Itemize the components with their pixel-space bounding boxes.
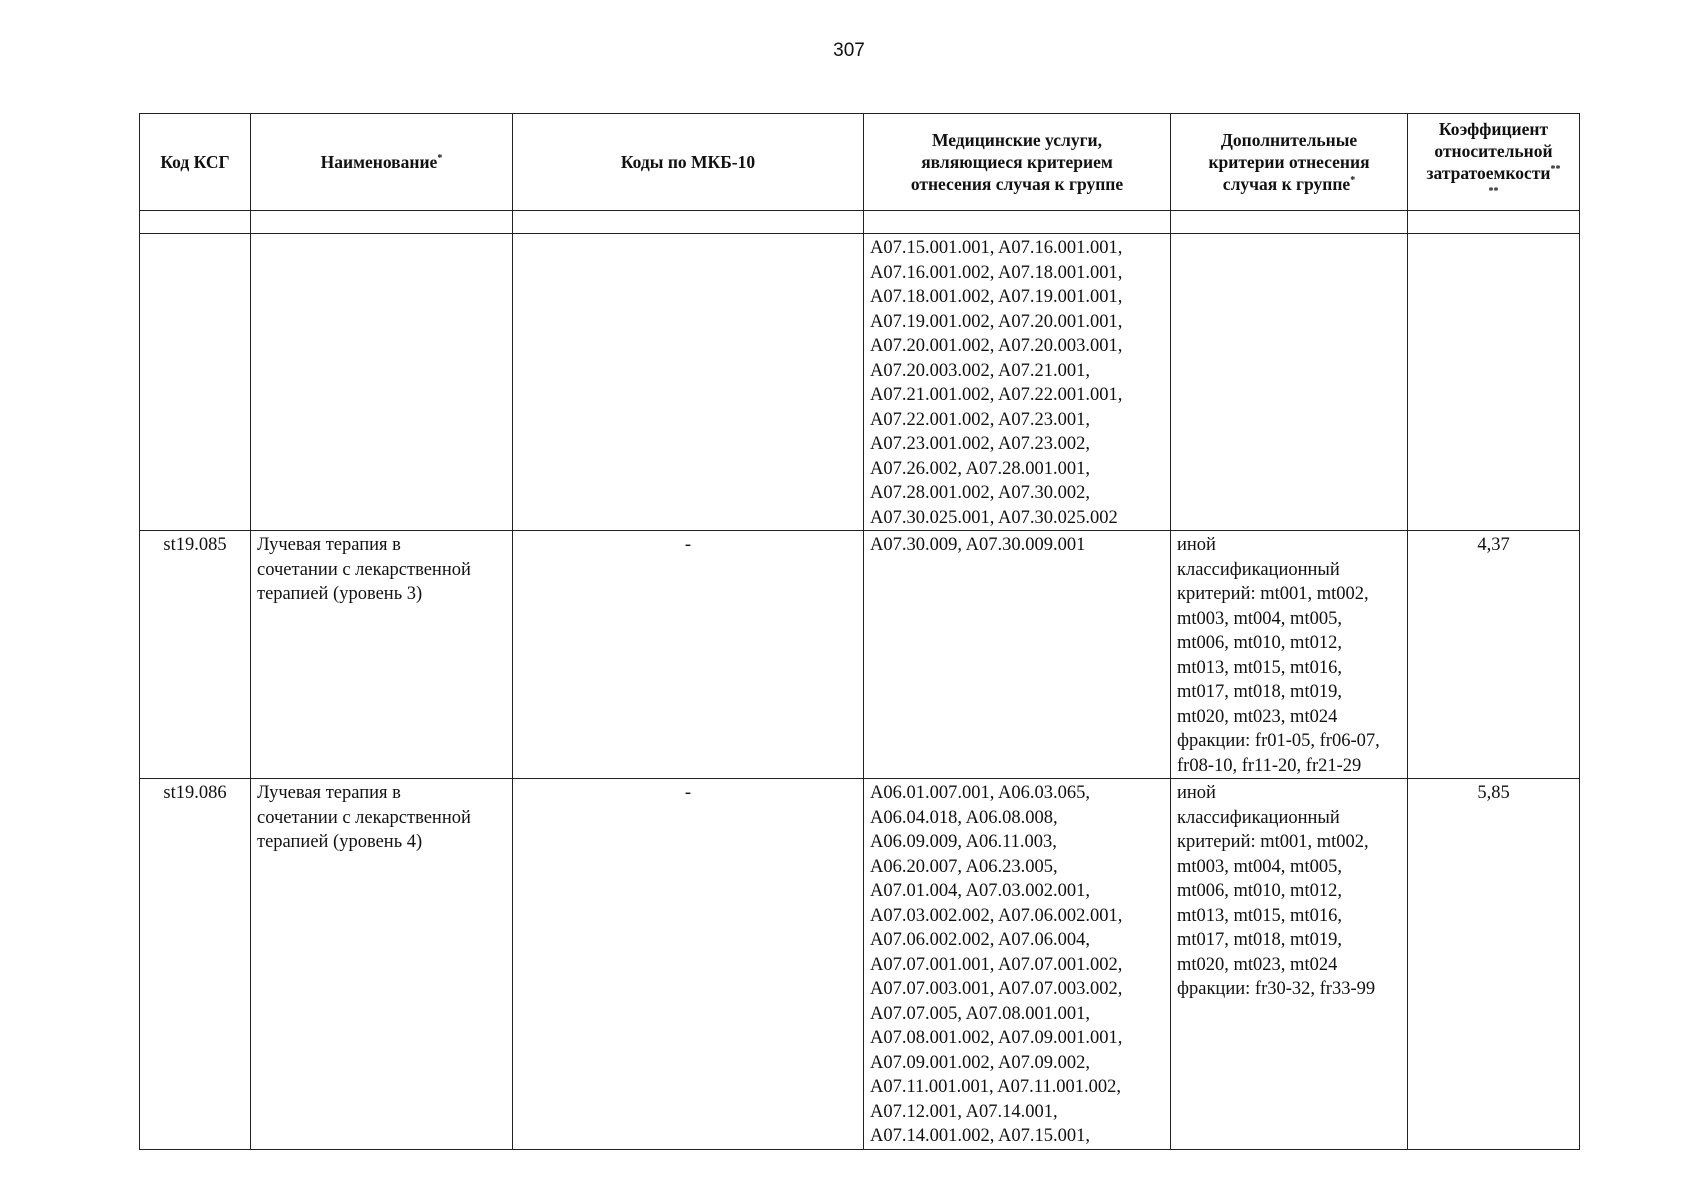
header-extra: Дополнительные критерии отнесения случая к группе* <box>1171 114 1408 211</box>
page-number: 307 <box>833 40 865 61</box>
header-code: Код КСГ <box>140 114 251 211</box>
cell-icd <box>513 234 864 531</box>
cell-icd: - <box>513 531 864 779</box>
header-services: Медицинские услуги, являющиеся критерием отнесения случая к группе <box>864 114 1171 211</box>
footnote-mark: ** <box>1550 164 1561 176</box>
ksg-table <box>139 113 1580 1150</box>
cell-extra <box>1171 234 1408 531</box>
footnote-mark: * <box>437 153 443 165</box>
cell-code <box>140 234 251 531</box>
cell-icd: - <box>513 779 864 1150</box>
footnote-mark: ** <box>1488 186 1499 198</box>
footnote-mark: * <box>1350 175 1356 187</box>
table-row <box>140 531 1580 779</box>
cell-extra: иной классификационный критерий: mt001, mt002, mt003, mt004, mt005, mt006, mt010, mt012, mt013, mt015, mt016, mt017, mt018, mt019, mt020, mt023, mt024 фракции: fr30-32, fr33-99 <box>1171 779 1408 1150</box>
cell-extra: иной классификационный критерий: mt001, mt002, mt003, mt004, mt005, mt006, mt010, mt012, mt013, mt015, mt016, mt017, mt018, mt019, mt020, mt023, mt024 фракции: fr01-05, fr06-07, fr08-10, fr11-20, fr21-29 <box>1171 531 1408 779</box>
header-row <box>140 114 1580 211</box>
header-icd: Коды по МКБ-10 <box>513 114 864 211</box>
cell-code: st19.085 <box>140 531 251 779</box>
cell-coef: 5,85 <box>1408 779 1580 1150</box>
cell-services: A07.30.009, A07.30.009.001 <box>864 531 1171 779</box>
table-row <box>140 234 1580 531</box>
cell-name: Лучевая терапия в сочетании с лекарственной терапией (уровень 4) <box>251 779 513 1150</box>
cell-services: A07.15.001.001, A07.16.001.001, A07.16.001.002, A07.18.001.001, A07.18.001.002, A07.19.001.001, A07.19.001.002, A07.20.001.001, A07.20.001.002, A07.20.003.001, A07.20.003.002, A07.21.001, A07.21.001.002, A07.22.001.001, A07.22.001.002, A07.23.001, A07.23.001.002, A07.23.002, A07.26.002, A07.28.001.001, A07.28.001.002, A07.30.002, A07.30.025.001, A07.30.025.002 <box>864 234 1171 531</box>
table-row <box>140 779 1580 1150</box>
cell-name: Лучевая терапия в сочетании с лекарственной терапией (уровень 3) <box>251 531 513 779</box>
cell-services: A06.01.007.001, A06.03.065, A06.04.018, A06.08.008, A06.09.009, A06.11.003, A06.20.007, A06.23.005, A07.01.004, A07.03.002.001, A07.03.002.002, A07.06.002.001, A07.06.002.002, A07.06.004, A07.07.001.001, A07.07.001.002, A07.07.003.001, A07.07.003.002, A07.07.005, A07.08.001.001, A07.08.001.002, A07.09.001.001, A07.09.001.002, A07.09.002, A07.11.001.001, A07.11.001.002, A07.12.001, A07.14.001, A07.14.001.002, A07.15.001, <box>864 779 1171 1150</box>
spacer-row <box>140 211 1580 234</box>
header-name: Наименование* <box>251 114 513 211</box>
cell-coef: 4,37 <box>1408 531 1580 779</box>
cell-code: st19.086 <box>140 779 251 1150</box>
cell-coef <box>1408 234 1580 531</box>
cell-name <box>251 234 513 531</box>
header-coef: Коэффициент относительной затратоемкости** ** <box>1408 114 1580 211</box>
